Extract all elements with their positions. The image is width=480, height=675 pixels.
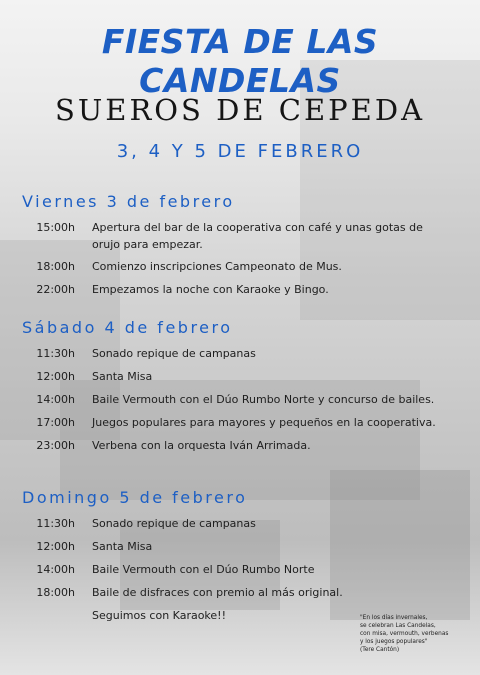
event-time: 15:00h — [36, 221, 75, 234]
event-desc: Santa Misa — [92, 540, 153, 553]
event-time: 23:00h — [36, 439, 75, 452]
event-desc: Seguimos con Karaoke!! — [92, 609, 226, 622]
event-desc: Comienzo inscripciones Campeonato de Mus. — [92, 260, 342, 273]
event-desc: Santa Misa — [92, 370, 153, 383]
event-desc: Verbena con la orquesta Iván Arrimada. — [92, 439, 311, 452]
event-desc: Juegos populares para mayores y pequeños en la cooperativa. — [92, 416, 436, 429]
event-time: 11:30h — [36, 517, 75, 530]
quote-author: (Tere Cantón) — [360, 647, 400, 653]
quote-line: con misa, vermouth, verbenas — [360, 631, 449, 637]
event-time: 18:00h — [36, 260, 75, 273]
poem-quote — [360, 614, 470, 654]
quote-line: "En los días invernales, — [360, 615, 428, 621]
poster-title: FIESTA DE LAS CANDELAS — [101, 22, 379, 100]
day-heading-sunday: Domingo 5 de febrero — [22, 488, 248, 507]
event-desc: Baile de disfraces con premio al más original. — [92, 586, 343, 599]
event-desc: Baile Vermouth con el Dúo Rumbo Norte y concurso de bailes. — [92, 393, 435, 406]
event-desc: Baile Vermouth con el Dúo Rumbo Norte — [92, 563, 315, 576]
quote-line: y los juegos populares" — [360, 639, 428, 645]
event-desc: Sonado repique de campanas — [92, 347, 256, 360]
event-time: 14:00h — [36, 563, 75, 576]
event-time: 14:00h — [36, 393, 75, 406]
quote-line: se celebran Las Candelas, — [360, 623, 436, 629]
day-heading-friday: Viernes 3 de febrero — [22, 192, 235, 211]
event-time: 12:00h — [36, 370, 75, 383]
day-heading-saturday: Sábado 4 de febrero — [22, 318, 233, 337]
event-desc-line: orujo para empezar. — [92, 238, 203, 251]
poster-subtitle: SUEROS DE CEPEDA — [54, 93, 426, 127]
poster-dates: 3, 4 Y 5 DE FEBRERO — [116, 141, 364, 162]
event-time: 12:00h — [36, 540, 75, 553]
event-time: 22:00h — [36, 283, 75, 296]
event-desc: Empezamos la noche con Karaoke y Bingo. — [92, 283, 329, 296]
event-desc: Sonado repique de campanas — [92, 517, 256, 530]
event-time: 17:00h — [36, 416, 75, 429]
event-desc — [92, 219, 452, 253]
event-time: 11:30h — [36, 347, 75, 360]
event-time: 18:00h — [36, 586, 75, 599]
event-desc-line: Apertura del bar de la cooperativa con café y unas gotas de — [92, 221, 423, 234]
